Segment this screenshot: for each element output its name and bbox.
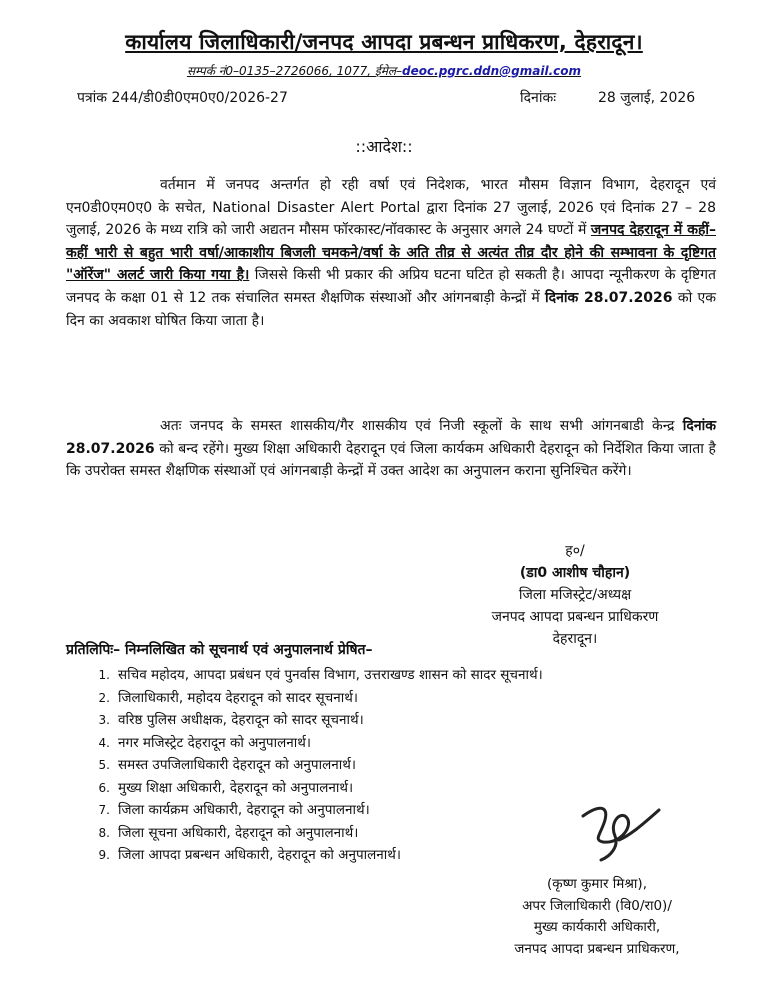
copy-to-item [66,664,543,687]
email-link[interactable]: deoc.pgrc.ddn@gmail.com [402,64,582,78]
copy-to-item [66,687,543,710]
copy-to-item-text: मुख्य शिक्षा अधिकारी, देहरादून को अनुपालनार्थ। [118,779,354,796]
contact-numbers: सम्पर्क नं0–0135–2726066, 1077, ईमेल– [186,64,403,78]
signatory-designation-2: जनपद आपदा प्रबन्धन प्राधिकरण [491,609,659,625]
copy-to-item [66,754,543,777]
contact-line [0,62,768,79]
para1-text-5: को एक दिन का अवकाश घोषित किया जाता है। [66,289,716,329]
district-magistrate-signature-block [470,540,680,650]
copy-to-item-text: नगर मजिस्ट्रेट देहरादून को अनुपालनार्थ। [118,734,311,751]
copy-to-item [66,822,543,845]
para2-closure-date: दिनांक 28.07.2026 [66,418,716,457]
signatory-designation-1: जिला मजिस्ट्रेट/अध्यक्ष [518,587,632,603]
copy-to-item-text: जिला आपदा प्रबन्धन अधिकारी, देहरादून को अनुपालनार्थ। [118,847,401,863]
signatory-place: देहरादून। [552,631,598,647]
copy-to-item-text: जिला सूचना अधिकारी, देहरादून को अनुपालनार्थ। [118,824,359,841]
office-title: कार्यालय जिलाधिकारी/जनपद आपदा प्रबन्धन प्राधिकरण, देहरादून। [125,30,643,54]
order-heading: ::आदेश:: [355,137,413,156]
copy-to-item-number: 7. [98,803,110,817]
para1-alert-text: जनपद देहरादून में कहीं–कहीं भारी से बहुत भारी वर्षा/आकाशीय बिजली चमकने/वर्षा के अति तीव्र से अत्यंत तीव्र दौर होने की सम्भावना के दृष्टिगत "ऑरेंज" अलर्ट जारी किया गया है। [66,222,717,284]
copy-to-item-number: 4. [98,735,110,750]
para2-text-1: अतः जनपद के समस्त शासकीय/गैर शासकीय एवं निजी स्कूलों के साथ सभी आंगनबाडी केन्द्र [160,418,683,434]
reference-number: पत्रांक 244/डी0डी0एम0ए0/2026-27 [77,90,288,106]
copy-to-item [66,777,543,800]
date-label: दिनांकः [520,90,557,106]
copy-to-item [66,844,543,867]
additional-magistrate-signature-block [472,874,722,960]
para1-text-3: जिससे किसी भी प्रकार की अप्रिय घटना घटित हो सकती है। आपदा न्यूनीकरण के दृष्टिगत जनपद के कक्षा 01 से 12 तक संचालित समस्त शैक्षणिक संस्थाओं और आंगनबाड़ी केन्द्रों में [66,267,716,306]
para2-text-3: को बन्द रहेंगे। मुख्य शिक्षा अधिकारी देहरादून एवं जिला कार्यकम अधिकारी देहरादून को निर्देशित किया जाता है कि उपरोक्त समस्त शैक्षणिक संस्थाओं एवं आंगनबाड़ी केन्द्रों में उक्त आदेश का अनुपालन कराना सुनिश्चित करेंगे। [66,440,716,480]
date-value: 28 जुलाई, 2026 [598,90,696,106]
copy-to-item-number: 1. [98,668,110,682]
signed-initial: ह०/ [565,543,585,559]
copy-to-item-number: 6. [98,780,110,795]
signatory2-designation-1: अपर जिलाधिकारी (वि0/रा0)/ [522,897,672,914]
signatory2-name: (कृष्ण कुमार मिश्रा), [547,876,647,892]
copy-to-item-text: सचिव महोदय, आपदा प्रबंधन एवं पुनर्वास विभाग, उत्तराखण्ड शासन को सादर सूचनार्थ। [118,667,543,683]
copy-to-list [66,664,543,867]
copy-to-item-text: जिलाधिकारी, महोदय देहरादून को सादर सूचनार्थ। [118,689,358,706]
handwritten-signature [575,796,665,866]
para1-holiday-date: दिनांक 28.07.2026 [545,289,673,306]
copy-to-item-number: 5. [98,758,110,772]
signatory-name: (डा0 आशीष चौहान) [519,565,631,581]
copy-to-item [66,732,543,755]
para1-text-1: वर्तमान में जनपद अन्तर्गत हो रही वर्षा एवं निदेशक, भारत मौसम विज्ञान विभाग, देहरादून एवं एन0डी0एम0ए0 के सचेत, National Disaster Alert Portal द्वारा दिनांक 27 जुलाई, 2026 एवं दिनांक 27 – 28 जुलाई, 2026 के मध्य रात्रि को जारी अद्यतन मौसम फॉरकास्ट/नॉवकास्ट के अनुसार अगले 24 घण्टों में [66,177,716,239]
copy-to-item [66,709,543,732]
copy-to-item-text: समस्त उपजिलाधिकारी देहरादून को अनुपालनार्थ। [118,757,356,773]
copy-to-item-text: वरिष्ठ पुलिस अधीक्षक, देहरादून को सादर सूचनार्थ। [118,712,364,728]
copy-to-item-text: जिला कार्यक्रम अधिकारी, देहरादून को अनुपालनार्थ। [118,802,370,818]
copy-to-item-number: 8. [98,825,110,840]
copy-to-item-number: 3. [98,713,110,727]
copy-to-item [66,799,543,822]
copy-to-item-number: 2. [98,690,110,705]
signatory2-designation-2: मुख्य कार्यकारी अधिकारी, [533,919,661,935]
order-paragraph-2 [66,415,716,483]
copy-to-item-number: 9. [98,848,110,862]
copy-to-heading: प्रतिलिपिः– निम्नलिखित को सूचनार्थ एवं अनुपालनार्थ प्रेषित– [66,642,373,658]
order-paragraph-1 [66,174,716,332]
signatory2-designation-3: जनपद आपदा प्रबन्धन प्राधिकरण, [514,940,680,957]
